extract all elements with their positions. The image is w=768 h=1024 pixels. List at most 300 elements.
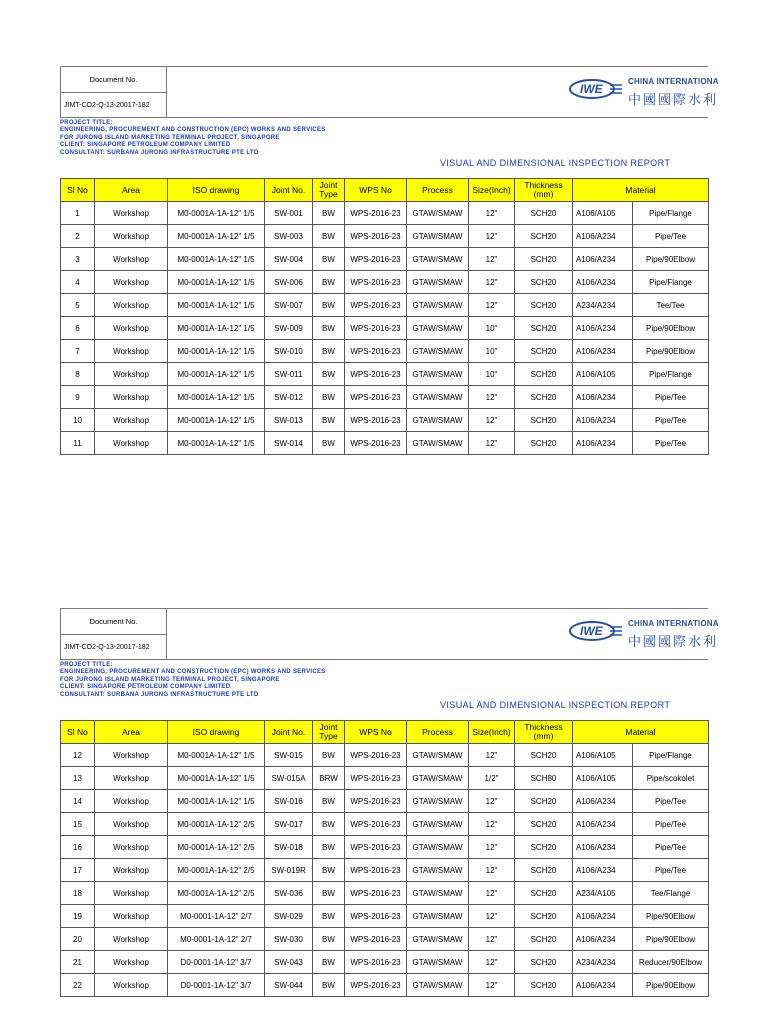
cell-material-component: Pipe/Flange xyxy=(633,202,709,225)
cell-iso-drawing: M0-0001A-1A-12" 2/5 xyxy=(168,882,265,905)
cell-sl-no: 10 xyxy=(61,409,95,432)
cell-material-grade: A106/A234 xyxy=(573,790,633,813)
cell-sl-no: 5 xyxy=(61,294,95,317)
cell-material-grade: A106/A234 xyxy=(573,386,633,409)
cell-size: 12" xyxy=(469,386,515,409)
col-joint-type: Joint Type xyxy=(313,721,345,744)
cell-wps-no: WPS-2016-23 xyxy=(345,432,407,455)
col-material: Material xyxy=(573,179,709,202)
cell-area: Workshop xyxy=(95,836,168,859)
table-row xyxy=(61,248,709,271)
cell-iso-drawing: M0-0001A-1A-12" 1/5 xyxy=(168,409,265,432)
table-header-row xyxy=(61,721,709,744)
table-row xyxy=(61,294,709,317)
cell-process: GTAW/SMAW xyxy=(407,317,469,340)
cell-sl-no: 6 xyxy=(61,317,95,340)
cell-material-component: Pipe/Tee xyxy=(633,790,709,813)
cell-area: Workshop xyxy=(95,409,168,432)
cell-sl-no: 4 xyxy=(61,271,95,294)
cell-thickness: SCH20 xyxy=(515,882,573,905)
consultant-line: CONSULTANT: SURBANA JURONG INFRASTRUCTURE PTE LTD xyxy=(60,149,259,156)
cell-joint-no: SW-043 xyxy=(265,951,313,974)
cell-size: 12" xyxy=(469,905,515,928)
cell-joint-no: SW-044 xyxy=(265,974,313,997)
cell-iso-drawing: M0-0001A-1A-12" 1/5 xyxy=(168,432,265,455)
cell-size: 12" xyxy=(469,951,515,974)
cell-joint-type: BW xyxy=(313,859,345,882)
col-joint-no: Joint No. xyxy=(265,721,313,744)
cell-joint-type: BW xyxy=(313,813,345,836)
cell-joint-no: SW-011 xyxy=(265,363,313,386)
cell-thickness: SCH20 xyxy=(515,905,573,928)
cell-process: GTAW/SMAW xyxy=(407,928,469,951)
cell-process: GTAW/SMAW xyxy=(407,409,469,432)
cell-wps-no: WPS-2016-23 xyxy=(345,386,407,409)
cell-sl-no: 14 xyxy=(61,790,95,813)
cell-size: 10" xyxy=(469,317,515,340)
col-joint-type: Joint Type xyxy=(313,179,345,202)
cell-joint-no: SW-016 xyxy=(265,790,313,813)
iwe-logo-icon xyxy=(568,620,624,642)
table-row xyxy=(61,409,709,432)
company-name-zh: 中國國際水利 xyxy=(628,93,719,108)
cell-thickness: SCH20 xyxy=(515,294,573,317)
cell-thickness: SCH20 xyxy=(515,317,573,340)
cell-sl-no: 3 xyxy=(61,248,95,271)
cell-iso-drawing: M0-0001-1A-12" 2/7 xyxy=(168,928,265,951)
cell-sl-no: 20 xyxy=(61,928,95,951)
cell-material-grade: A106/A234 xyxy=(573,836,633,859)
cell-material-grade: A106/A105 xyxy=(573,767,633,790)
cell-process: GTAW/SMAW xyxy=(407,271,469,294)
cell-area: Workshop xyxy=(95,225,168,248)
cell-joint-type: BW xyxy=(313,386,345,409)
cell-material-grade: A106/A234 xyxy=(573,409,633,432)
cell-joint-type: BW xyxy=(313,294,345,317)
iwe-logo-icon xyxy=(568,78,624,100)
company-logo xyxy=(568,618,719,650)
cell-size: 12" xyxy=(469,744,515,767)
cell-material-component: Pipe/Tee xyxy=(633,859,709,882)
cell-joint-no: SW-009 xyxy=(265,317,313,340)
cell-material-grade: A106/A234 xyxy=(573,340,633,363)
cell-joint-no: SW-029 xyxy=(265,905,313,928)
cell-area: Workshop xyxy=(95,882,168,905)
cell-joint-no: SW-015 xyxy=(265,744,313,767)
project-title-line-1: ENGINEERING, PROCUREMENT AND CONSTRUCTION (EPC) WORKS AND SERVICES xyxy=(60,669,326,676)
cell-size: 1/2" xyxy=(469,767,515,790)
cell-material-grade: A234/A105 xyxy=(573,882,633,905)
cell-joint-type: BW xyxy=(313,744,345,767)
cell-material-component: Pipe/Tee xyxy=(633,225,709,248)
cell-area: Workshop xyxy=(95,202,168,225)
cell-joint-type: BW xyxy=(313,202,345,225)
project-title-line-1: ENGINEERING, PROCUREMENT AND CONSTRUCTION (EPC) WORKS AND SERVICES xyxy=(60,127,326,134)
client-line: CLIENT: SINGAPORE PETROLEUM COMPANY LIMITED xyxy=(60,142,231,149)
cell-iso-drawing: D0-0001-1A-12" 3/7 xyxy=(168,974,265,997)
document-number-box xyxy=(60,66,167,118)
cell-area: Workshop xyxy=(95,340,168,363)
cell-joint-no: SW-001 xyxy=(265,202,313,225)
cell-area: Workshop xyxy=(95,744,168,767)
cell-sl-no: 11 xyxy=(61,432,95,455)
table-row xyxy=(61,432,709,455)
cell-process: GTAW/SMAW xyxy=(407,248,469,271)
cell-thickness: SCH20 xyxy=(515,271,573,294)
cell-material-component: Pipe/Flange xyxy=(633,744,709,767)
cell-process: GTAW/SMAW xyxy=(407,905,469,928)
cell-joint-no: SW-014 xyxy=(265,432,313,455)
cell-material-grade: A106/A234 xyxy=(573,859,633,882)
cell-sl-no: 7 xyxy=(61,340,95,363)
cell-material-component: Pipe/Tee xyxy=(633,836,709,859)
cell-joint-type: BW xyxy=(313,271,345,294)
col-iso-drawing: ISO drawing xyxy=(168,721,265,744)
cell-area: Workshop xyxy=(95,271,168,294)
cell-area: Workshop xyxy=(95,363,168,386)
cell-process: GTAW/SMAW xyxy=(407,951,469,974)
document-number-label: Document No. xyxy=(61,609,166,635)
col-size: Size(Inch) xyxy=(469,179,515,202)
cell-material-grade: A106/A105 xyxy=(573,744,633,767)
cell-wps-no: WPS-2016-23 xyxy=(345,248,407,271)
cell-joint-no: SW-007 xyxy=(265,294,313,317)
cell-size: 12" xyxy=(469,928,515,951)
cell-joint-type: BW xyxy=(313,974,345,997)
cell-sl-no: 17 xyxy=(61,859,95,882)
report-page-2 xyxy=(60,608,719,997)
cell-material-component: Pipe/Tee xyxy=(633,813,709,836)
project-title-label: PROJECT TITLE: xyxy=(60,120,113,126)
cell-material-component: Pipe/Tee xyxy=(633,386,709,409)
cell-area: Workshop xyxy=(95,790,168,813)
cell-material-component: Tee/Tee xyxy=(633,294,709,317)
cell-wps-no: WPS-2016-23 xyxy=(345,363,407,386)
cell-thickness: SCH20 xyxy=(515,744,573,767)
table-row xyxy=(61,363,709,386)
cell-material-component: Pipe/90Elbow xyxy=(633,928,709,951)
logo-mark-text: IWE xyxy=(580,82,603,96)
cell-joint-no: SW-019R xyxy=(265,859,313,882)
cell-process: GTAW/SMAW xyxy=(407,340,469,363)
cell-material-grade: A234/A234 xyxy=(573,951,633,974)
document-number-value: JIMT-CO2-Q-13-20017-182 xyxy=(64,644,150,651)
cell-material-component: Pipe/Flange xyxy=(633,271,709,294)
cell-thickness: SCH80 xyxy=(515,767,573,790)
cell-process: GTAW/SMAW xyxy=(407,294,469,317)
cell-wps-no: WPS-2016-23 xyxy=(345,202,407,225)
cell-area: Workshop xyxy=(95,432,168,455)
cell-joint-no: SW-010 xyxy=(265,340,313,363)
col-area: Area xyxy=(95,179,168,202)
cell-wps-no: WPS-2016-23 xyxy=(345,928,407,951)
company-name-zh: 中國國際水利 xyxy=(628,635,719,650)
cell-size: 12" xyxy=(469,225,515,248)
table-row xyxy=(61,202,709,225)
cell-joint-type: BW xyxy=(313,248,345,271)
cell-material-grade: A106/A105 xyxy=(573,202,633,225)
cell-joint-type: BW xyxy=(313,225,345,248)
company-logo xyxy=(568,76,719,108)
cell-size: 12" xyxy=(469,859,515,882)
cell-sl-no: 15 xyxy=(61,813,95,836)
cell-thickness: SCH20 xyxy=(515,836,573,859)
cell-joint-no: SW-036 xyxy=(265,882,313,905)
cell-thickness: SCH20 xyxy=(515,859,573,882)
cell-iso-drawing: M0-0001A-1A-12" 1/5 xyxy=(168,767,265,790)
report-page-1 xyxy=(60,66,719,455)
cell-material-grade: A106/A234 xyxy=(573,813,633,836)
cell-iso-drawing: M0-0001A-1A-12" 1/5 xyxy=(168,202,265,225)
cell-joint-no: SW-015A xyxy=(265,767,313,790)
cell-material-component: Pipe/Tee xyxy=(633,432,709,455)
table-row xyxy=(61,905,709,928)
cell-material-component: Pipe/Tee xyxy=(633,409,709,432)
project-title-label: PROJECT TITLE: xyxy=(60,662,113,668)
cell-thickness: SCH20 xyxy=(515,409,573,432)
cell-process: GTAW/SMAW xyxy=(407,202,469,225)
cell-joint-type: BW xyxy=(313,432,345,455)
cell-thickness: SCH20 xyxy=(515,340,573,363)
cell-iso-drawing: M0-0001A-1A-12" 2/5 xyxy=(168,859,265,882)
cell-material-component: Pipe/90Elbow xyxy=(633,974,709,997)
cell-size: 12" xyxy=(469,432,515,455)
cell-wps-no: WPS-2016-23 xyxy=(345,974,407,997)
project-info xyxy=(60,660,708,720)
cell-joint-type: BW xyxy=(313,928,345,951)
cell-size: 12" xyxy=(469,790,515,813)
cell-area: Workshop xyxy=(95,951,168,974)
consultant-line: CONSULTANT: SURBANA JURONG INFRASTRUCTURE PTE LTD xyxy=(60,691,259,698)
table-row xyxy=(61,317,709,340)
col-sl-no: Sl No xyxy=(61,721,95,744)
cell-thickness: SCH20 xyxy=(515,386,573,409)
cell-wps-no: WPS-2016-23 xyxy=(345,813,407,836)
cell-wps-no: WPS-2016-23 xyxy=(345,790,407,813)
col-joint-no: Joint No. xyxy=(265,179,313,202)
cell-iso-drawing: M0-0001A-1A-12" 1/5 xyxy=(168,225,265,248)
cell-material-component: Pipe/Flange xyxy=(633,363,709,386)
table-row xyxy=(61,790,709,813)
col-wps-no: WPS No xyxy=(345,721,407,744)
cell-process: GTAW/SMAW xyxy=(407,225,469,248)
col-process: Process xyxy=(407,721,469,744)
company-name-en: CHINA INTERNATIONA xyxy=(628,619,719,628)
cell-sl-no: 21 xyxy=(61,951,95,974)
cell-process: GTAW/SMAW xyxy=(407,432,469,455)
cell-wps-no: WPS-2016-23 xyxy=(345,294,407,317)
cell-sl-no: 12 xyxy=(61,744,95,767)
report-header xyxy=(60,66,719,118)
cell-wps-no: WPS-2016-23 xyxy=(345,951,407,974)
cell-material-grade: A234/A234 xyxy=(573,294,633,317)
cell-wps-no: WPS-2016-23 xyxy=(345,744,407,767)
cell-joint-type: BW xyxy=(313,409,345,432)
cell-size: 12" xyxy=(469,813,515,836)
table-header-row xyxy=(61,179,709,202)
cell-material-component: Reducer/90Elbow xyxy=(633,951,709,974)
cell-iso-drawing: M0-0001A-1A-12" 2/5 xyxy=(168,836,265,859)
table-row xyxy=(61,744,709,767)
cell-iso-drawing: M0-0001A-1A-12" 1/5 xyxy=(168,294,265,317)
report-title: VISUAL AND DIMENSIONAL INSPECTION REPORT xyxy=(440,700,671,710)
table-row xyxy=(61,767,709,790)
report-title: VISUAL AND DIMENSIONAL INSPECTION REPORT xyxy=(440,158,671,168)
project-info xyxy=(60,118,708,178)
cell-joint-no: SW-003 xyxy=(265,225,313,248)
cell-joint-type: BW xyxy=(313,790,345,813)
cell-thickness: SCH20 xyxy=(515,928,573,951)
cell-area: Workshop xyxy=(95,386,168,409)
cell-iso-drawing: M0-0001-1A-12" 2/7 xyxy=(168,905,265,928)
document-number-label: Document No. xyxy=(61,67,166,93)
cell-joint-type: BW xyxy=(313,905,345,928)
cell-area: Workshop xyxy=(95,813,168,836)
cell-process: GTAW/SMAW xyxy=(407,386,469,409)
cell-material-grade: A106/A234 xyxy=(573,248,633,271)
cell-material-component: Pipe/90Elbow xyxy=(633,317,709,340)
cell-wps-no: WPS-2016-23 xyxy=(345,882,407,905)
cell-iso-drawing: M0-0001A-1A-12" 1/5 xyxy=(168,271,265,294)
cell-material-component: Pipe/90Elbow xyxy=(633,905,709,928)
table-row xyxy=(61,859,709,882)
cell-sl-no: 8 xyxy=(61,363,95,386)
cell-thickness: SCH20 xyxy=(515,790,573,813)
cell-area: Workshop xyxy=(95,294,168,317)
cell-process: GTAW/SMAW xyxy=(407,974,469,997)
cell-iso-drawing: M0-0001A-1A-12" 1/5 xyxy=(168,744,265,767)
cell-thickness: SCH20 xyxy=(515,202,573,225)
cell-iso-drawing: M0-0001A-1A-12" 1/5 xyxy=(168,386,265,409)
cell-thickness: SCH20 xyxy=(515,974,573,997)
col-size: Size(Inch) xyxy=(469,721,515,744)
cell-size: 10" xyxy=(469,363,515,386)
cell-size: 12" xyxy=(469,271,515,294)
cell-process: GTAW/SMAW xyxy=(407,363,469,386)
cell-sl-no: 19 xyxy=(61,905,95,928)
cell-thickness: SCH20 xyxy=(515,248,573,271)
cell-material-component: Pipe/90Elbow xyxy=(633,248,709,271)
cell-iso-drawing: D0-0001-1A-12" 3/7 xyxy=(168,951,265,974)
cell-material-grade: A106/A234 xyxy=(573,905,633,928)
project-lines xyxy=(60,662,326,699)
cell-thickness: SCH20 xyxy=(515,813,573,836)
cell-iso-drawing: M0-0001A-1A-12" 1/5 xyxy=(168,340,265,363)
cell-material-grade: A106/A234 xyxy=(573,974,633,997)
cell-joint-type: BW xyxy=(313,951,345,974)
cell-joint-no: SW-017 xyxy=(265,813,313,836)
cell-sl-no: 22 xyxy=(61,974,95,997)
table-row xyxy=(61,813,709,836)
document-number-value: JIMT-CO2-Q-13-20017-182 xyxy=(64,102,150,109)
cell-size: 12" xyxy=(469,248,515,271)
cell-joint-no: SW-030 xyxy=(265,928,313,951)
cell-joint-type: BW xyxy=(313,317,345,340)
cell-joint-no: SW-004 xyxy=(265,248,313,271)
cell-material-grade: A106/A105 xyxy=(573,363,633,386)
logo-mark-text: IWE xyxy=(580,624,603,638)
cell-material-grade: A106/A234 xyxy=(573,432,633,455)
cell-area: Workshop xyxy=(95,928,168,951)
cell-area: Workshop xyxy=(95,767,168,790)
table-row xyxy=(61,928,709,951)
cell-process: GTAW/SMAW xyxy=(407,859,469,882)
col-material: Material xyxy=(573,721,709,744)
cell-area: Workshop xyxy=(95,317,168,340)
cell-wps-no: WPS-2016-23 xyxy=(345,340,407,363)
table-row xyxy=(61,386,709,409)
table-row xyxy=(61,974,709,997)
col-area: Area xyxy=(95,721,168,744)
cell-wps-no: WPS-2016-23 xyxy=(345,767,407,790)
col-sl-no: Sl No xyxy=(61,179,95,202)
cell-area: Workshop xyxy=(95,248,168,271)
report-header xyxy=(60,608,719,660)
client-line: CLIENT: SINGAPORE PETROLEUM COMPANY LIMITED xyxy=(60,684,231,691)
cell-wps-no: WPS-2016-23 xyxy=(345,905,407,928)
cell-material-grade: A106/A234 xyxy=(573,271,633,294)
project-title-line-2: FOR JURONG ISLAND MARKETING TERMINAL PROJECT, SINGAPORE xyxy=(60,134,280,141)
cell-material-component: Pipe/scokolet xyxy=(633,767,709,790)
cell-sl-no: 13 xyxy=(61,767,95,790)
cell-sl-no: 1 xyxy=(61,202,95,225)
cell-joint-type: BRW xyxy=(313,767,345,790)
cell-thickness: SCH20 xyxy=(515,363,573,386)
table-row xyxy=(61,340,709,363)
cell-material-component: Pipe/90Elbow xyxy=(633,340,709,363)
cell-thickness: SCH20 xyxy=(515,225,573,248)
cell-thickness: SCH20 xyxy=(515,951,573,974)
col-wps-no: WPS No xyxy=(345,179,407,202)
cell-joint-type: BW xyxy=(313,882,345,905)
cell-wps-no: WPS-2016-23 xyxy=(345,317,407,340)
cell-size: 12" xyxy=(469,294,515,317)
cell-process: GTAW/SMAW xyxy=(407,836,469,859)
table-row xyxy=(61,836,709,859)
cell-joint-type: BW xyxy=(313,340,345,363)
cell-process: GTAW/SMAW xyxy=(407,767,469,790)
cell-material-grade: A106/A234 xyxy=(573,225,633,248)
cell-wps-no: WPS-2016-23 xyxy=(345,859,407,882)
cell-size: 12" xyxy=(469,882,515,905)
cell-process: GTAW/SMAW xyxy=(407,882,469,905)
cell-wps-no: WPS-2016-23 xyxy=(345,271,407,294)
cell-iso-drawing: M0-0001A-1A-12" 1/5 xyxy=(168,248,265,271)
cell-joint-no: SW-012 xyxy=(265,386,313,409)
cell-wps-no: WPS-2016-23 xyxy=(345,409,407,432)
col-thickness: Thickness (mm) xyxy=(515,179,573,202)
company-name-en: CHINA INTERNATIONA xyxy=(628,77,719,86)
cell-sl-no: 18 xyxy=(61,882,95,905)
cell-joint-type: BW xyxy=(313,836,345,859)
cell-material-grade: A106/A234 xyxy=(573,928,633,951)
cell-material-grade: A106/A234 xyxy=(573,317,633,340)
cell-iso-drawing: M0-0001A-1A-12" 2/5 xyxy=(168,813,265,836)
table-row xyxy=(61,951,709,974)
cell-material-component: Tee/Flange xyxy=(633,882,709,905)
col-thickness: Thickness (mm) xyxy=(515,721,573,744)
cell-wps-no: WPS-2016-23 xyxy=(345,836,407,859)
cell-process: GTAW/SMAW xyxy=(407,813,469,836)
col-process: Process xyxy=(407,179,469,202)
cell-thickness: SCH20 xyxy=(515,432,573,455)
cell-area: Workshop xyxy=(95,974,168,997)
cell-area: Workshop xyxy=(95,905,168,928)
cell-iso-drawing: M0-0001A-1A-12" 1/5 xyxy=(168,363,265,386)
cell-iso-drawing: M0-0001A-1A-12" 1/5 xyxy=(168,317,265,340)
cell-area: Workshop xyxy=(95,859,168,882)
cell-joint-no: SW-006 xyxy=(265,271,313,294)
